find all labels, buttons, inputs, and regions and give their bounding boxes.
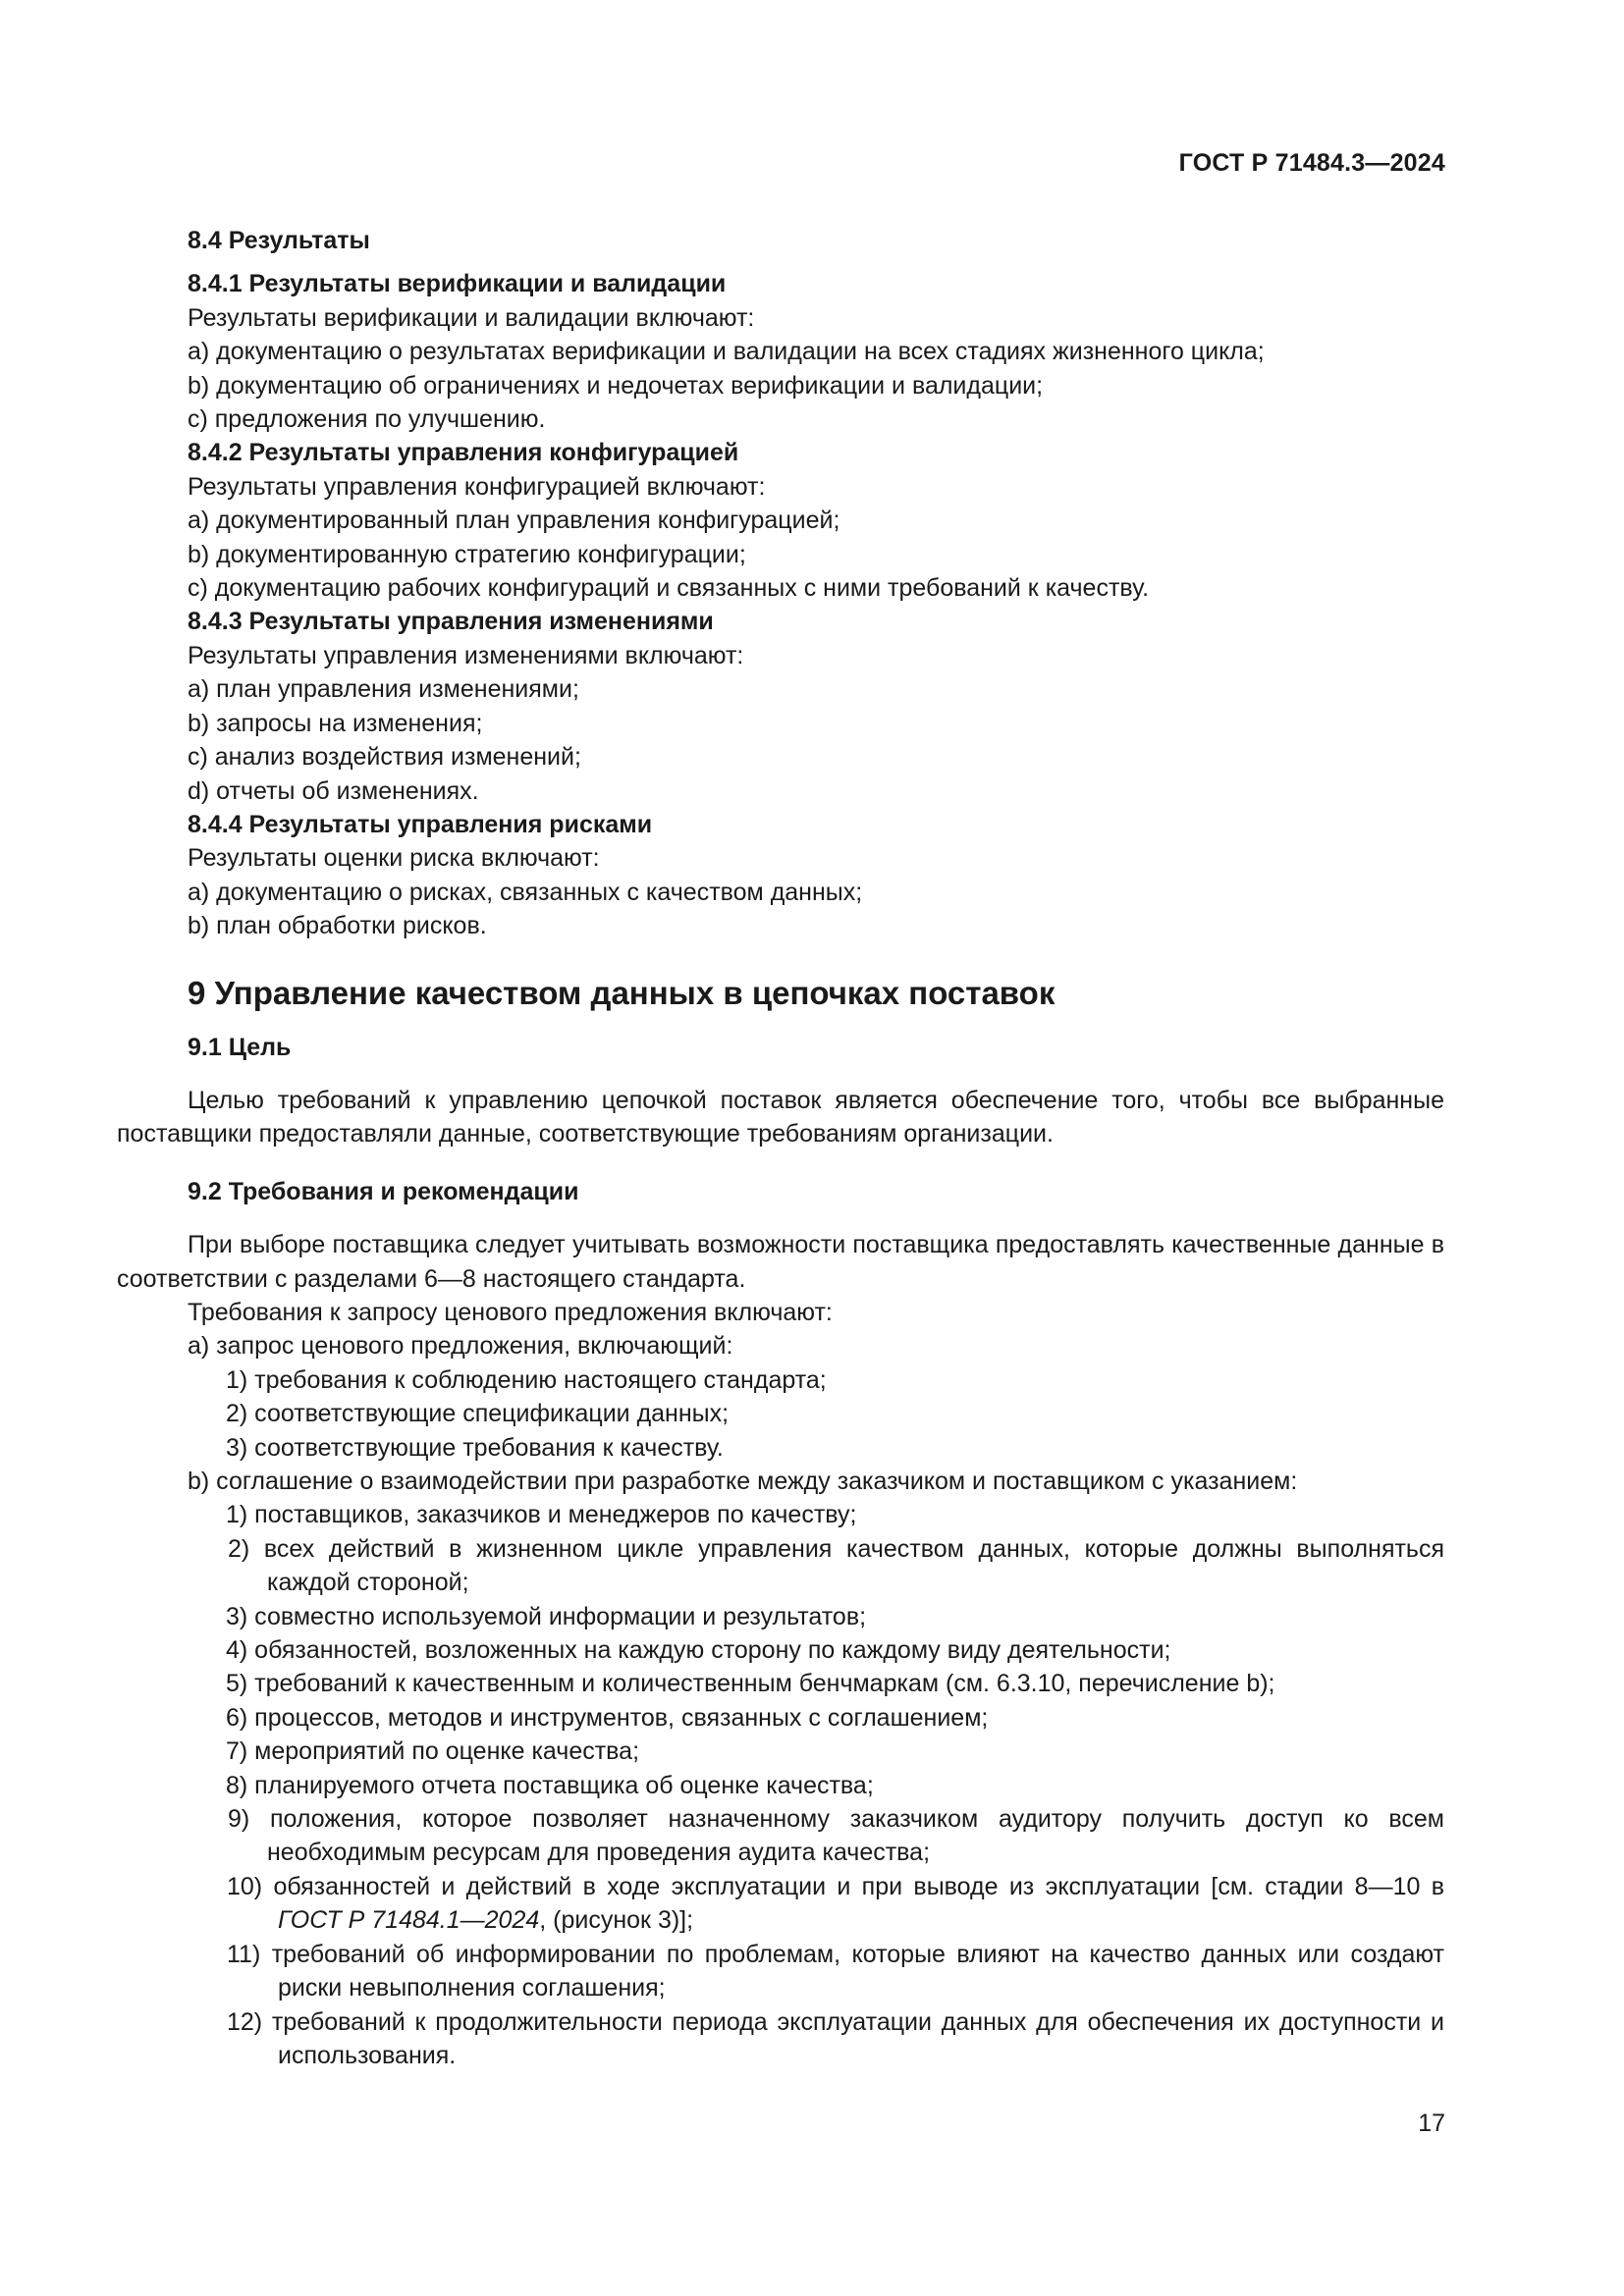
sub-list-item: 2) всех действий в жизненном цикле управления качеством данных, которые должны выполняться каждой стороной; bbox=[228, 1534, 1444, 1597]
list-item: b) документированную стратегию конфигурации; bbox=[188, 540, 746, 568]
page-content bbox=[117, 224, 1444, 2072]
section-8-4-1-intro: Результаты верификации и валидации включают: bbox=[188, 303, 755, 332]
list-item: b) план обработки рисков. bbox=[188, 912, 487, 940]
list-item: b) документацию об ограничениях и недочетах верификации и валидации; bbox=[188, 371, 1044, 400]
sub-list-item: 3) соответствующие требования к качеству. bbox=[226, 1433, 724, 1462]
section-8-4-3-heading: 8.4.3 Результаты управления изменениями bbox=[188, 608, 714, 636]
standard-id-header: ГОСТ Р 71484.3—2024 bbox=[1178, 149, 1445, 177]
list-item-b: b) соглашение о взаимодействии при разработке между заказчиком и поставщиком с указанием: bbox=[188, 1468, 1298, 1495]
section-9-2-paragraph: При выборе поставщика следует учитывать возможности поставщика предоставлять качественные данные в соответствии с разделами 6—8 настоящего стандарта. bbox=[117, 1231, 1444, 1293]
sub-list-item: 1) требования к соблюдению настоящего стандарта; bbox=[226, 1365, 827, 1394]
section-8-4-4-intro: Результаты оценки риска включают: bbox=[188, 844, 600, 873]
list-item: d) отчеты об изменениях. bbox=[188, 776, 479, 805]
section-9-2-heading: 9.2 Требования и рекомендации bbox=[188, 1177, 579, 1205]
section-9-1-paragraph: Целью требований к управлению цепочкой поставок является обеспечение того, чтобы все выбранные поставщики предоставляли данные, соответствующие требованиям организации. bbox=[117, 1086, 1444, 1148]
section-9-1-heading: 9.1 Цель bbox=[188, 1033, 292, 1061]
section-9-2-intro: Требования к запросу ценового предложения включают: bbox=[188, 1298, 833, 1326]
section-8-4-heading: 8.4 Результаты bbox=[188, 227, 370, 254]
section-8-4-1-heading: 8.4.1 Результаты верификации и валидации bbox=[188, 270, 727, 298]
list-item: b) запросы на изменения; bbox=[188, 709, 483, 737]
section-8-4-2-heading: 8.4.2 Результаты управления конфигурацией bbox=[188, 439, 739, 467]
sub-list-item: 9) положения, которое позволяет назначенному заказчиком аудитору получить доступ ко всем необходимым ресурсам для проведения аудита качества; bbox=[228, 1805, 1444, 1867]
sub-list-item: 1) поставщиков, заказчиков и менеджеров по качеству; bbox=[226, 1501, 857, 1529]
item-10-text-start: 10) обязанностей и действий в ходе эксплуатации и при выводе из эксплуатации [см. стадии 8—10 в bbox=[227, 1872, 1444, 1900]
list-item: c) анализ воздействия изменений; bbox=[188, 743, 581, 772]
page-number: 17 bbox=[1418, 2109, 1445, 2137]
section-8-4-2-intro: Результаты управления конфигурацией включают: bbox=[188, 472, 766, 501]
list-item: a) документацию о рисках, связанных с качеством данных; bbox=[188, 878, 863, 906]
item-10-text-end: , (рисунок 3)]; bbox=[539, 1906, 694, 1935]
section-8-4-3-intro: Результаты управления изменениями включают: bbox=[188, 641, 744, 669]
sub-list-item: 6) процессов, методов и инструментов, связанных с соглашением; bbox=[226, 1703, 989, 1732]
sub-list-item: 4) обязанностей, возложенных на каждую сторону по каждому виду деятельности; bbox=[226, 1636, 1171, 1665]
sub-list-item: 2) соответствующие спецификации данных; bbox=[226, 1400, 730, 1428]
sub-list-item: 3) совместно используемой информации и результатов; bbox=[226, 1602, 867, 1630]
sub-list-item-12: 12) требований к продолжительности периода эксплуатации данных для обеспечения их доступности и использования. bbox=[227, 2007, 1444, 2069]
sub-list-item-11: 11) требований об информировании по проблемам, которые влияют на качество данных или создают риски невыполнения соглашения; bbox=[227, 1940, 1444, 2002]
sub-list-item: 7) мероприятий по оценке качества; bbox=[226, 1737, 640, 1766]
section-8-4-4-heading: 8.4.4 Результаты управления рисками bbox=[188, 810, 653, 838]
sub-list-item-10 bbox=[117, 1870, 1444, 1938]
list-item: a) план управления изменениями; bbox=[188, 675, 579, 704]
list-item: c) предложения по улучшению. bbox=[188, 405, 546, 434]
section-9-title: 9 Управление качеством данных в цепочках поставок bbox=[188, 974, 1056, 1011]
sub-list-item: 5) требований к качественным и количественным бенчмаркам (см. 6.3.10, перечисление b); bbox=[226, 1670, 1275, 1698]
list-item: a) документированный план управления конфигурацией; bbox=[188, 507, 840, 535]
list-item: a) документацию о результатах верификации и валидации на всех стадиях жизненного цикла; bbox=[188, 338, 1265, 366]
list-item: c) документацию рабочих конфигураций и связанных с ними требований к качеству. bbox=[188, 574, 1150, 603]
list-item-a: a) запрос ценового предложения, включающий: bbox=[188, 1332, 733, 1361]
standard-reference: ГОСТ Р 71484.1—2024 bbox=[278, 1906, 540, 1935]
sub-list-item: 8) планируемого отчета поставщика об оценке качества; bbox=[226, 1771, 874, 1799]
